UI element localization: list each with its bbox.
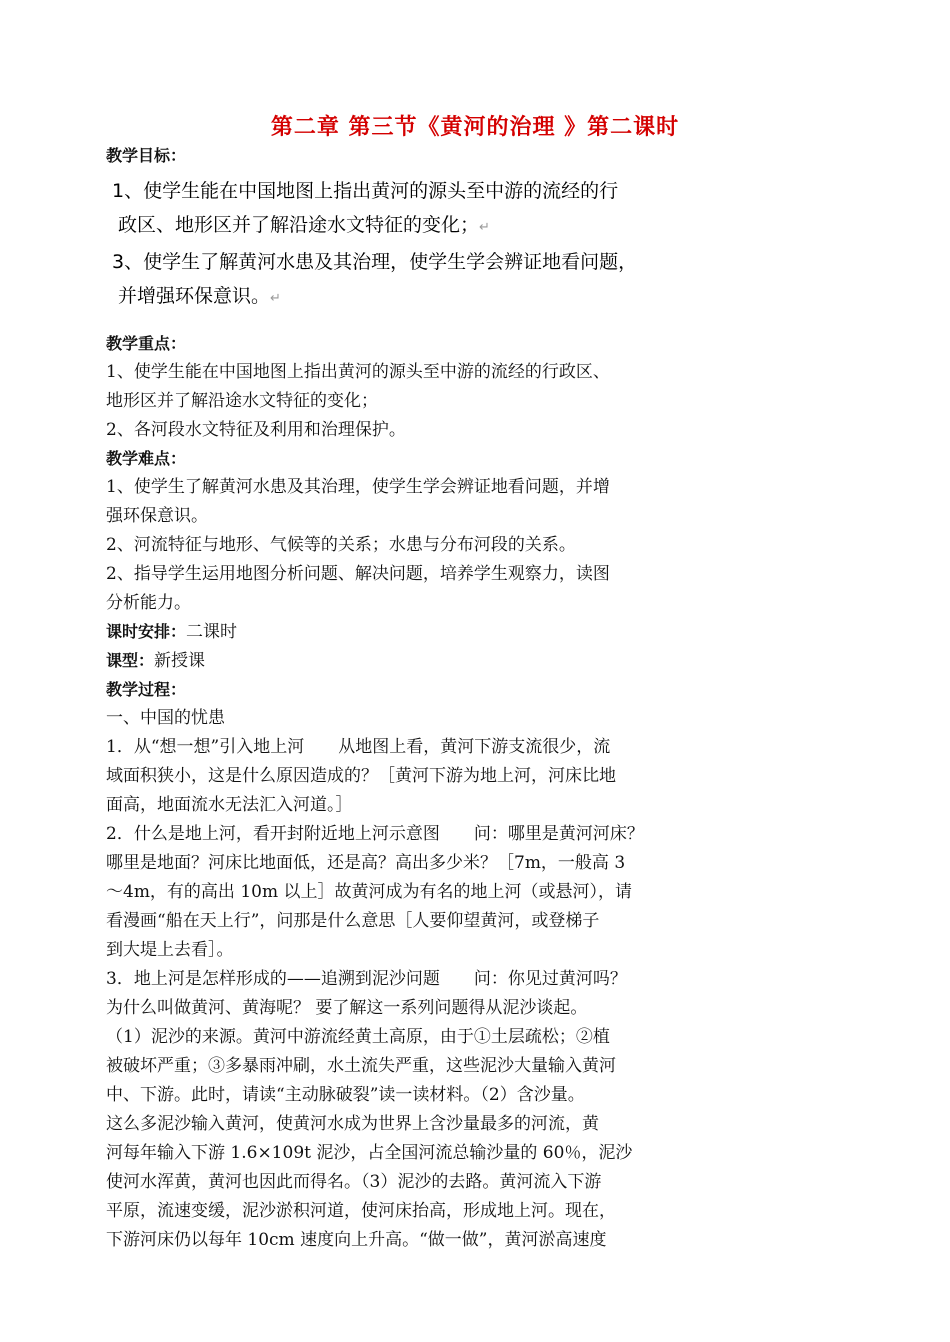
process-line: 1．从“想一想”引入地上河 从地图上看，黄河下游支流很少，流	[106, 737, 611, 757]
difficulty-line: 分析能力。	[106, 593, 191, 613]
difficulty-line: 1、使学生了解黄河水患及其治理，使学生学会辨证地看问题，并增	[106, 477, 610, 497]
process-line: 域面积狭小，这是什么原因造成的？［黄河下游为地上河，河床比地	[106, 766, 616, 786]
return-mark-icon: ↵	[270, 291, 281, 306]
page-title: 第二章 第三节《黄河的治理 》第二课时	[270, 115, 680, 140]
process-line: ～4m，有的高出 10m 以上］故黄河成为有名的地上河（或悬河），请	[106, 882, 632, 902]
goal-line: 并增强环保意识。↵	[118, 285, 281, 307]
process-line: 3．地上河是怎样形成的——追溯到泥沙问题 问：你见过黄河吗？	[106, 969, 627, 989]
difficulties-heading: 教学难点：	[106, 449, 187, 468]
process-line: 这么多泥沙输入黄河，使黄河水成为世界上含沙量最多的河流，黄	[106, 1114, 599, 1134]
lesson-type-row	[106, 647, 706, 676]
schedule-row	[106, 618, 706, 647]
process-line: （1）泥沙的来源。黄河中游流经黄土高原，由于①土层疏松；②植	[106, 1027, 610, 1047]
document-body	[106, 142, 706, 1255]
process-line: 2．什么是地上河，看开封附近地上河示意图 问：哪里是黄河河床？	[106, 824, 644, 844]
process-line: 被破坏严重；③多暴雨冲刷，水土流失严重，这些泥沙大量输入黄河	[106, 1056, 616, 1076]
lesson-type-value: 新授课	[154, 651, 206, 671]
process-line: 中、下游。此时，请读“主动脉破裂”读一读材料。（2）含沙量。	[106, 1085, 585, 1105]
difficulty-line: 2、河流特征与地形、气候等的关系；水患与分布河段的关系。	[106, 535, 576, 555]
schedule-value: 二课时	[186, 622, 238, 642]
process-line: 为什么叫做黄河、黄海呢？ 要了解这一系列问题得从泥沙谈起。	[106, 998, 588, 1018]
key-point-line: 2、各河段水文特征及利用和治理保护。	[106, 420, 406, 440]
goal-line: 1、使学生能在中国地图上指出黄河的源头至中游的流经的行	[112, 180, 619, 202]
process-line: 面高，地面流水无法汇入河道。］	[106, 795, 353, 815]
goals-image-text	[112, 174, 702, 316]
process-line: 哪里是地面？河床比地面低，还是高？高出多少米？［7m，一般高 3	[106, 853, 626, 873]
process-heading: 教学过程：	[106, 680, 187, 699]
return-mark-icon: ↵	[479, 220, 490, 235]
lesson-type-label: 课型：	[106, 651, 155, 670]
process-line: 使河水浑黄，黄河也因此而得名。（3）泥沙的去路。黄河流入下游	[106, 1172, 602, 1192]
process-line: 平原，流速变缓，泥沙淤积河道，使河床抬高，形成地上河。现在，	[106, 1201, 616, 1221]
difficulty-line: 2、指导学生运用地图分析问题、解决问题，培养学生观察力，读图	[106, 564, 610, 584]
key-points-heading: 教学重点：	[106, 334, 187, 353]
process-line: 到大堤上去看］。	[106, 940, 234, 960]
schedule-label: 课时安排：	[106, 622, 187, 641]
process-line: 看漫画“船在天上行”，问那是什么意思［人要仰望黄河，或登梯子	[106, 911, 600, 931]
goal-line: 政区、地形区并了解沿途水文特征的变化；↵	[118, 214, 490, 236]
key-point-line: 1、使学生能在中国地图上指出黄河的源头至中游的流经的行政区、	[106, 362, 610, 382]
goal-line: 3、使学生了解黄河水患及其治理，使学生学会辨证地看问题，	[112, 251, 638, 273]
process-line: 一、中国的忧患	[106, 708, 225, 728]
process-line: 河每年输入下游 1.6×109t 泥沙，占全国河流总输沙量的 60％，泥沙	[106, 1143, 633, 1163]
key-point-line: 地形区并了解沿途水文特征的变化；	[106, 391, 378, 411]
goals-heading: 教学目标：	[106, 146, 187, 165]
difficulty-line: 强环保意识。	[106, 506, 208, 526]
process-line: 下游河床仍以每年 10cm 速度向上升高。“做一做”，黄河淤高速度	[106, 1230, 607, 1250]
